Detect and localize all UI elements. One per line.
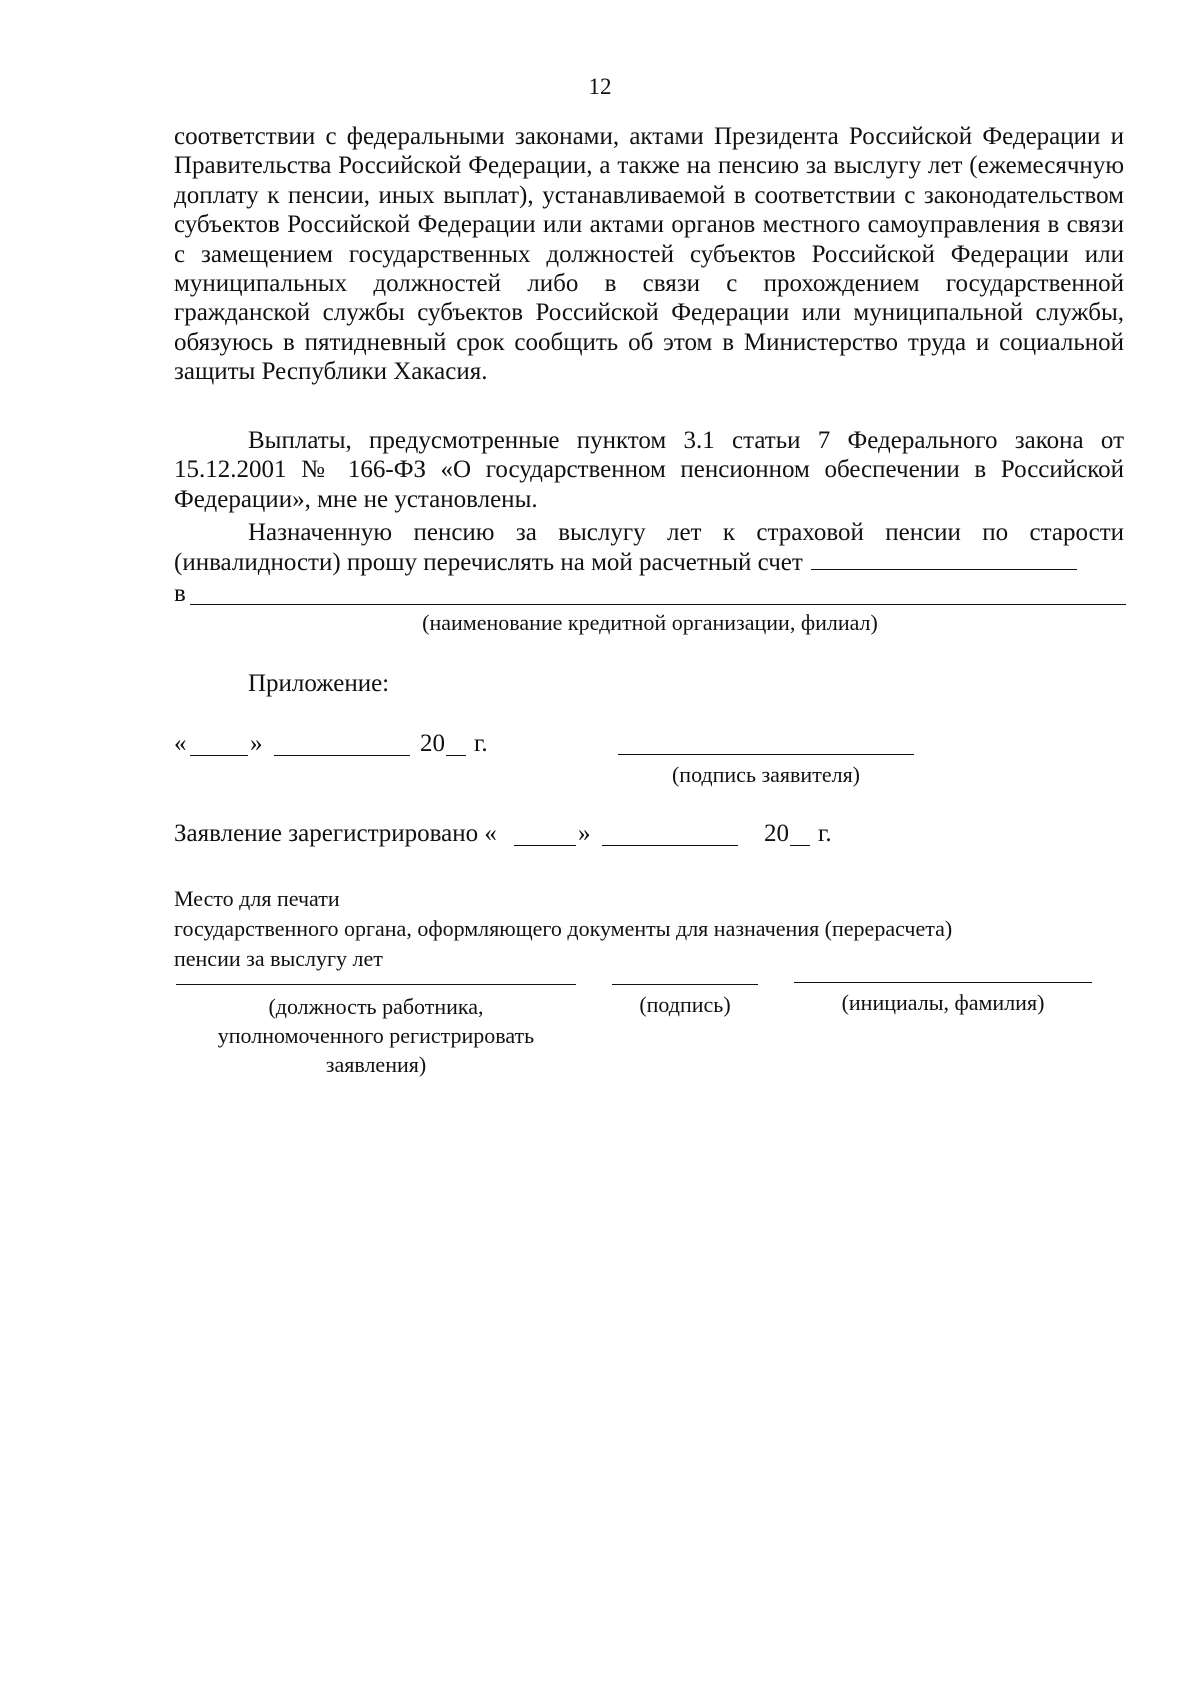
applicant-day-field[interactable] <box>190 755 248 756</box>
paragraph-transfer <box>174 518 1124 578</box>
registrar-name-field[interactable] <box>794 982 1092 983</box>
bank-prefix: в <box>174 580 186 607</box>
registration-close-quote: » <box>578 820 591 847</box>
registrar-signature-caption: (подпись) <box>639 992 731 1017</box>
transfer-text: Назначенную пенсию за выслугу лет к страховой пенсии по старости (инвалидности) прошу перечислять на мой расчетный счет <box>174 519 1124 577</box>
registration-year-field[interactable] <box>790 845 810 846</box>
registrar-signature-field[interactable] <box>612 984 758 985</box>
date-year-prefix: 20 <box>420 730 445 757</box>
page-number: 12 <box>588 74 612 99</box>
position-caption <box>176 992 576 1079</box>
paragraph-payments: Выплаты, предусмотренные пунктом 3.1 статьи 7 Федерального закона от 15.12.2001 № 166-ФЗ «О государственном пенсионном обеспечении в Российской Федерации», мне не установлены. <box>174 427 1124 513</box>
applicant-signature-field[interactable] <box>618 754 914 755</box>
stamp-line-1: Место для печати <box>174 886 340 911</box>
applicant-month-field[interactable] <box>274 755 410 756</box>
applicant-date-row <box>174 730 534 762</box>
bank-caption: (наименование кредитной организации, филиал) <box>422 610 878 635</box>
bank-name-row <box>174 580 1126 610</box>
date-close-quote: » <box>250 730 263 757</box>
registration-month-field[interactable] <box>602 845 738 846</box>
position-field[interactable] <box>176 984 576 985</box>
registration-day-field[interactable] <box>514 845 576 846</box>
applicant-year-field[interactable] <box>446 755 466 756</box>
account-number-field[interactable] <box>811 547 1077 570</box>
registrar-name-caption: (инициалы, фамилия) <box>841 990 1045 1015</box>
registration-year-prefix: 20 <box>764 820 789 847</box>
stamp-line-3: пенсии за выслугу лет <box>174 946 383 971</box>
stamp-place <box>174 884 1094 974</box>
stamp-line-2: государственного органа, оформляющего документы для назначения (перерасчета) <box>174 916 953 941</box>
paragraph-obligation: соответствии с федеральными законами, актами Президента Российской Федерации и Правительства Российской Федерации, а также на пенсию за выслугу лет (ежемесячную доплату к пенсии, иных выплат), устанавливаемой в соответствии с законодательством субъектов Российской Федерации или актами органов местного самоуправления в связи с замещением государственных должностей субъектов Российской Федерации или муниципальных должностей либо в связи с прохождением государственной гражданской службы субъектов Российской Федерации или муниципальной службы, обязуюсь в пятидневный срок сообщить об этом в Министерство труда и социальной защиты Республики Хакасия. <box>174 123 1124 386</box>
date-year-suffix: г. <box>474 730 488 757</box>
position-caption-line-1: (должность работника, <box>268 994 484 1019</box>
registration-label: Заявление зарегистрировано « <box>174 820 497 847</box>
registration-row <box>174 820 874 852</box>
attachment-label: Приложение: <box>248 670 390 697</box>
applicant-signature-caption: (подпись заявителя) <box>671 762 861 787</box>
position-caption-line-3: заявления) <box>325 1052 427 1077</box>
bank-name-field[interactable] <box>190 604 1126 605</box>
registration-year-suffix: г. <box>818 820 832 847</box>
date-open-quote: « <box>174 730 187 757</box>
position-caption-line-2: уполномоченного регистрировать <box>217 1023 535 1048</box>
